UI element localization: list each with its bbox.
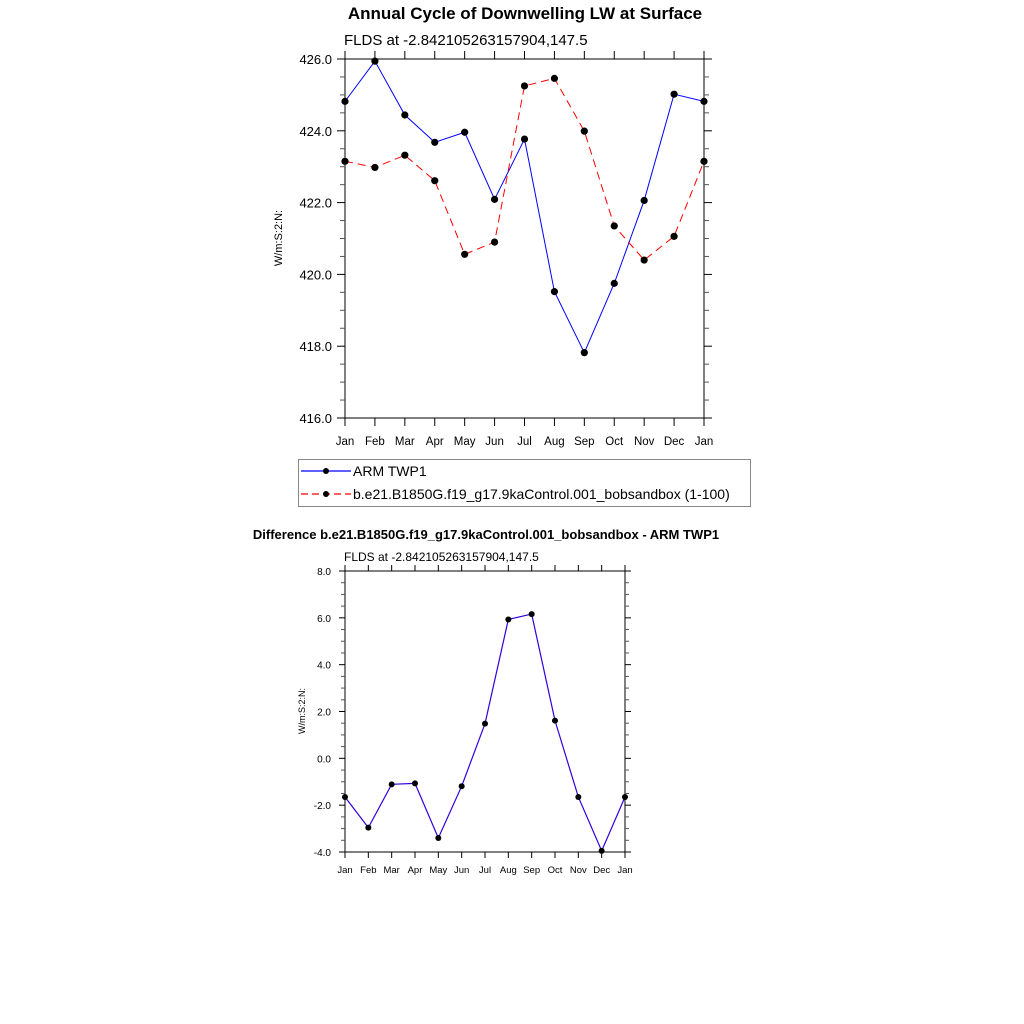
chart-subtitle: FLDS at -2.842105263157904,147.5 xyxy=(344,550,539,564)
x-tick-label: Aug xyxy=(544,436,565,448)
data-point xyxy=(670,91,677,98)
x-tick-label: Jan xyxy=(337,865,353,876)
x-tick-label: Jul xyxy=(517,436,532,448)
data-point xyxy=(529,611,535,617)
data-point xyxy=(551,288,558,295)
chart-title: Annual Cycle of Downwelling LW at Surface xyxy=(347,4,703,23)
x-tick-label: Jan xyxy=(617,865,633,876)
y-tick-label: 0.0 xyxy=(317,754,331,766)
x-tick-label: Nov xyxy=(569,865,587,876)
data-point xyxy=(412,780,418,786)
y-tick-label: 418.0 xyxy=(299,339,332,355)
chart-title: Difference b.e21.B1850G.f19_g17.9kaControl.001_bobsandbox - ARM TWP1 xyxy=(252,527,720,542)
data-point xyxy=(641,256,648,263)
y-tick-label: 420.0 xyxy=(299,267,332,283)
y-tick-label: 422.0 xyxy=(299,195,332,211)
x-tick-label: May xyxy=(429,865,448,876)
data-point xyxy=(575,794,581,800)
plot-series xyxy=(342,611,628,854)
x-tick-label: Nov xyxy=(633,436,655,448)
data-point xyxy=(371,58,378,65)
x-tick-label: Sep xyxy=(574,436,595,448)
data-point xyxy=(371,164,378,171)
data-point xyxy=(491,196,498,203)
x-tick-label: Feb xyxy=(360,865,377,876)
x-tick-label: Jul xyxy=(478,865,492,876)
data-point xyxy=(461,129,468,136)
y-tick-label: 4.0 xyxy=(317,660,331,672)
x-tick-label: May xyxy=(453,436,476,448)
x-tick-label: Oct xyxy=(605,436,624,448)
data-point xyxy=(431,177,438,184)
data-point xyxy=(401,152,408,159)
difference-chart xyxy=(253,527,719,876)
chart-subtitle: FLDS at -2.842105263157904,147.5 xyxy=(344,32,588,49)
data-point xyxy=(599,848,605,854)
series-line-0 xyxy=(345,61,704,353)
data-point xyxy=(389,781,395,787)
x-tick-label: Jan xyxy=(335,436,355,448)
x-tick-label: Oct xyxy=(547,865,563,876)
data-point xyxy=(435,835,441,841)
series-line-1 xyxy=(345,78,704,260)
data-point xyxy=(670,233,677,240)
data-point xyxy=(551,75,558,82)
data-point xyxy=(552,718,558,724)
legend-marker-model xyxy=(323,491,329,497)
annual-cycle-chart xyxy=(273,4,713,448)
data-point xyxy=(611,280,618,287)
data-point xyxy=(622,794,628,800)
data-point xyxy=(521,135,528,142)
data-point xyxy=(341,98,348,105)
x-tick-label: Sep xyxy=(523,865,541,876)
x-tick-label: Feb xyxy=(365,436,385,448)
legend-marker-arm xyxy=(323,468,329,474)
y-axis-label: W/m:S:2:N: xyxy=(273,209,285,267)
plot-axes xyxy=(299,51,713,448)
y-axis-label: W/m:S:2:N: xyxy=(297,687,307,735)
data-point xyxy=(365,825,371,831)
data-point xyxy=(611,222,618,229)
x-tick-label: Mar xyxy=(383,865,400,876)
data-point xyxy=(431,139,438,146)
legend xyxy=(299,460,751,507)
plot-frame xyxy=(345,571,625,852)
y-tick-label: 8.0 xyxy=(317,567,331,578)
y-tick-label: 424.0 xyxy=(299,123,332,139)
legend-label-model: b.e21.B1850G.f19_g17.9kaControl.001_bobsandbox (1-100) xyxy=(353,486,730,502)
y-tick-label: 6.0 xyxy=(317,613,331,625)
x-tick-label: Apr xyxy=(407,865,423,876)
x-tick-label: Dec xyxy=(663,436,685,448)
data-point xyxy=(641,197,648,204)
series-line-0 xyxy=(345,614,625,851)
x-tick-label: Mar xyxy=(394,436,415,448)
data-point xyxy=(341,158,348,165)
x-tick-label: Apr xyxy=(425,436,444,448)
y-tick-label: -4.0 xyxy=(313,848,331,859)
x-tick-label: Dec xyxy=(593,865,611,876)
data-point xyxy=(491,238,498,245)
plot-axes xyxy=(314,565,633,876)
data-point xyxy=(342,794,348,800)
plot-series xyxy=(341,58,707,357)
data-point xyxy=(700,98,707,105)
plot-frame xyxy=(345,59,704,418)
data-point xyxy=(461,251,468,258)
y-tick-label: 416.0 xyxy=(299,411,332,426)
data-point xyxy=(459,783,465,789)
data-point xyxy=(482,721,488,727)
data-point xyxy=(581,349,588,356)
x-tick-label: Jun xyxy=(485,436,504,448)
data-point xyxy=(700,158,707,165)
y-tick-label: 2.0 xyxy=(317,707,331,719)
data-point xyxy=(401,111,408,118)
data-point xyxy=(521,82,528,89)
y-tick-label: -2.0 xyxy=(313,801,331,813)
data-point xyxy=(505,616,511,622)
x-tick-label: Jan xyxy=(694,436,714,448)
y-tick-label: 426.0 xyxy=(299,52,332,67)
legend-label-arm: ARM TWP1 xyxy=(353,463,427,479)
x-tick-label: Jun xyxy=(454,865,470,876)
x-tick-label: Aug xyxy=(499,865,517,876)
data-point xyxy=(581,128,588,135)
